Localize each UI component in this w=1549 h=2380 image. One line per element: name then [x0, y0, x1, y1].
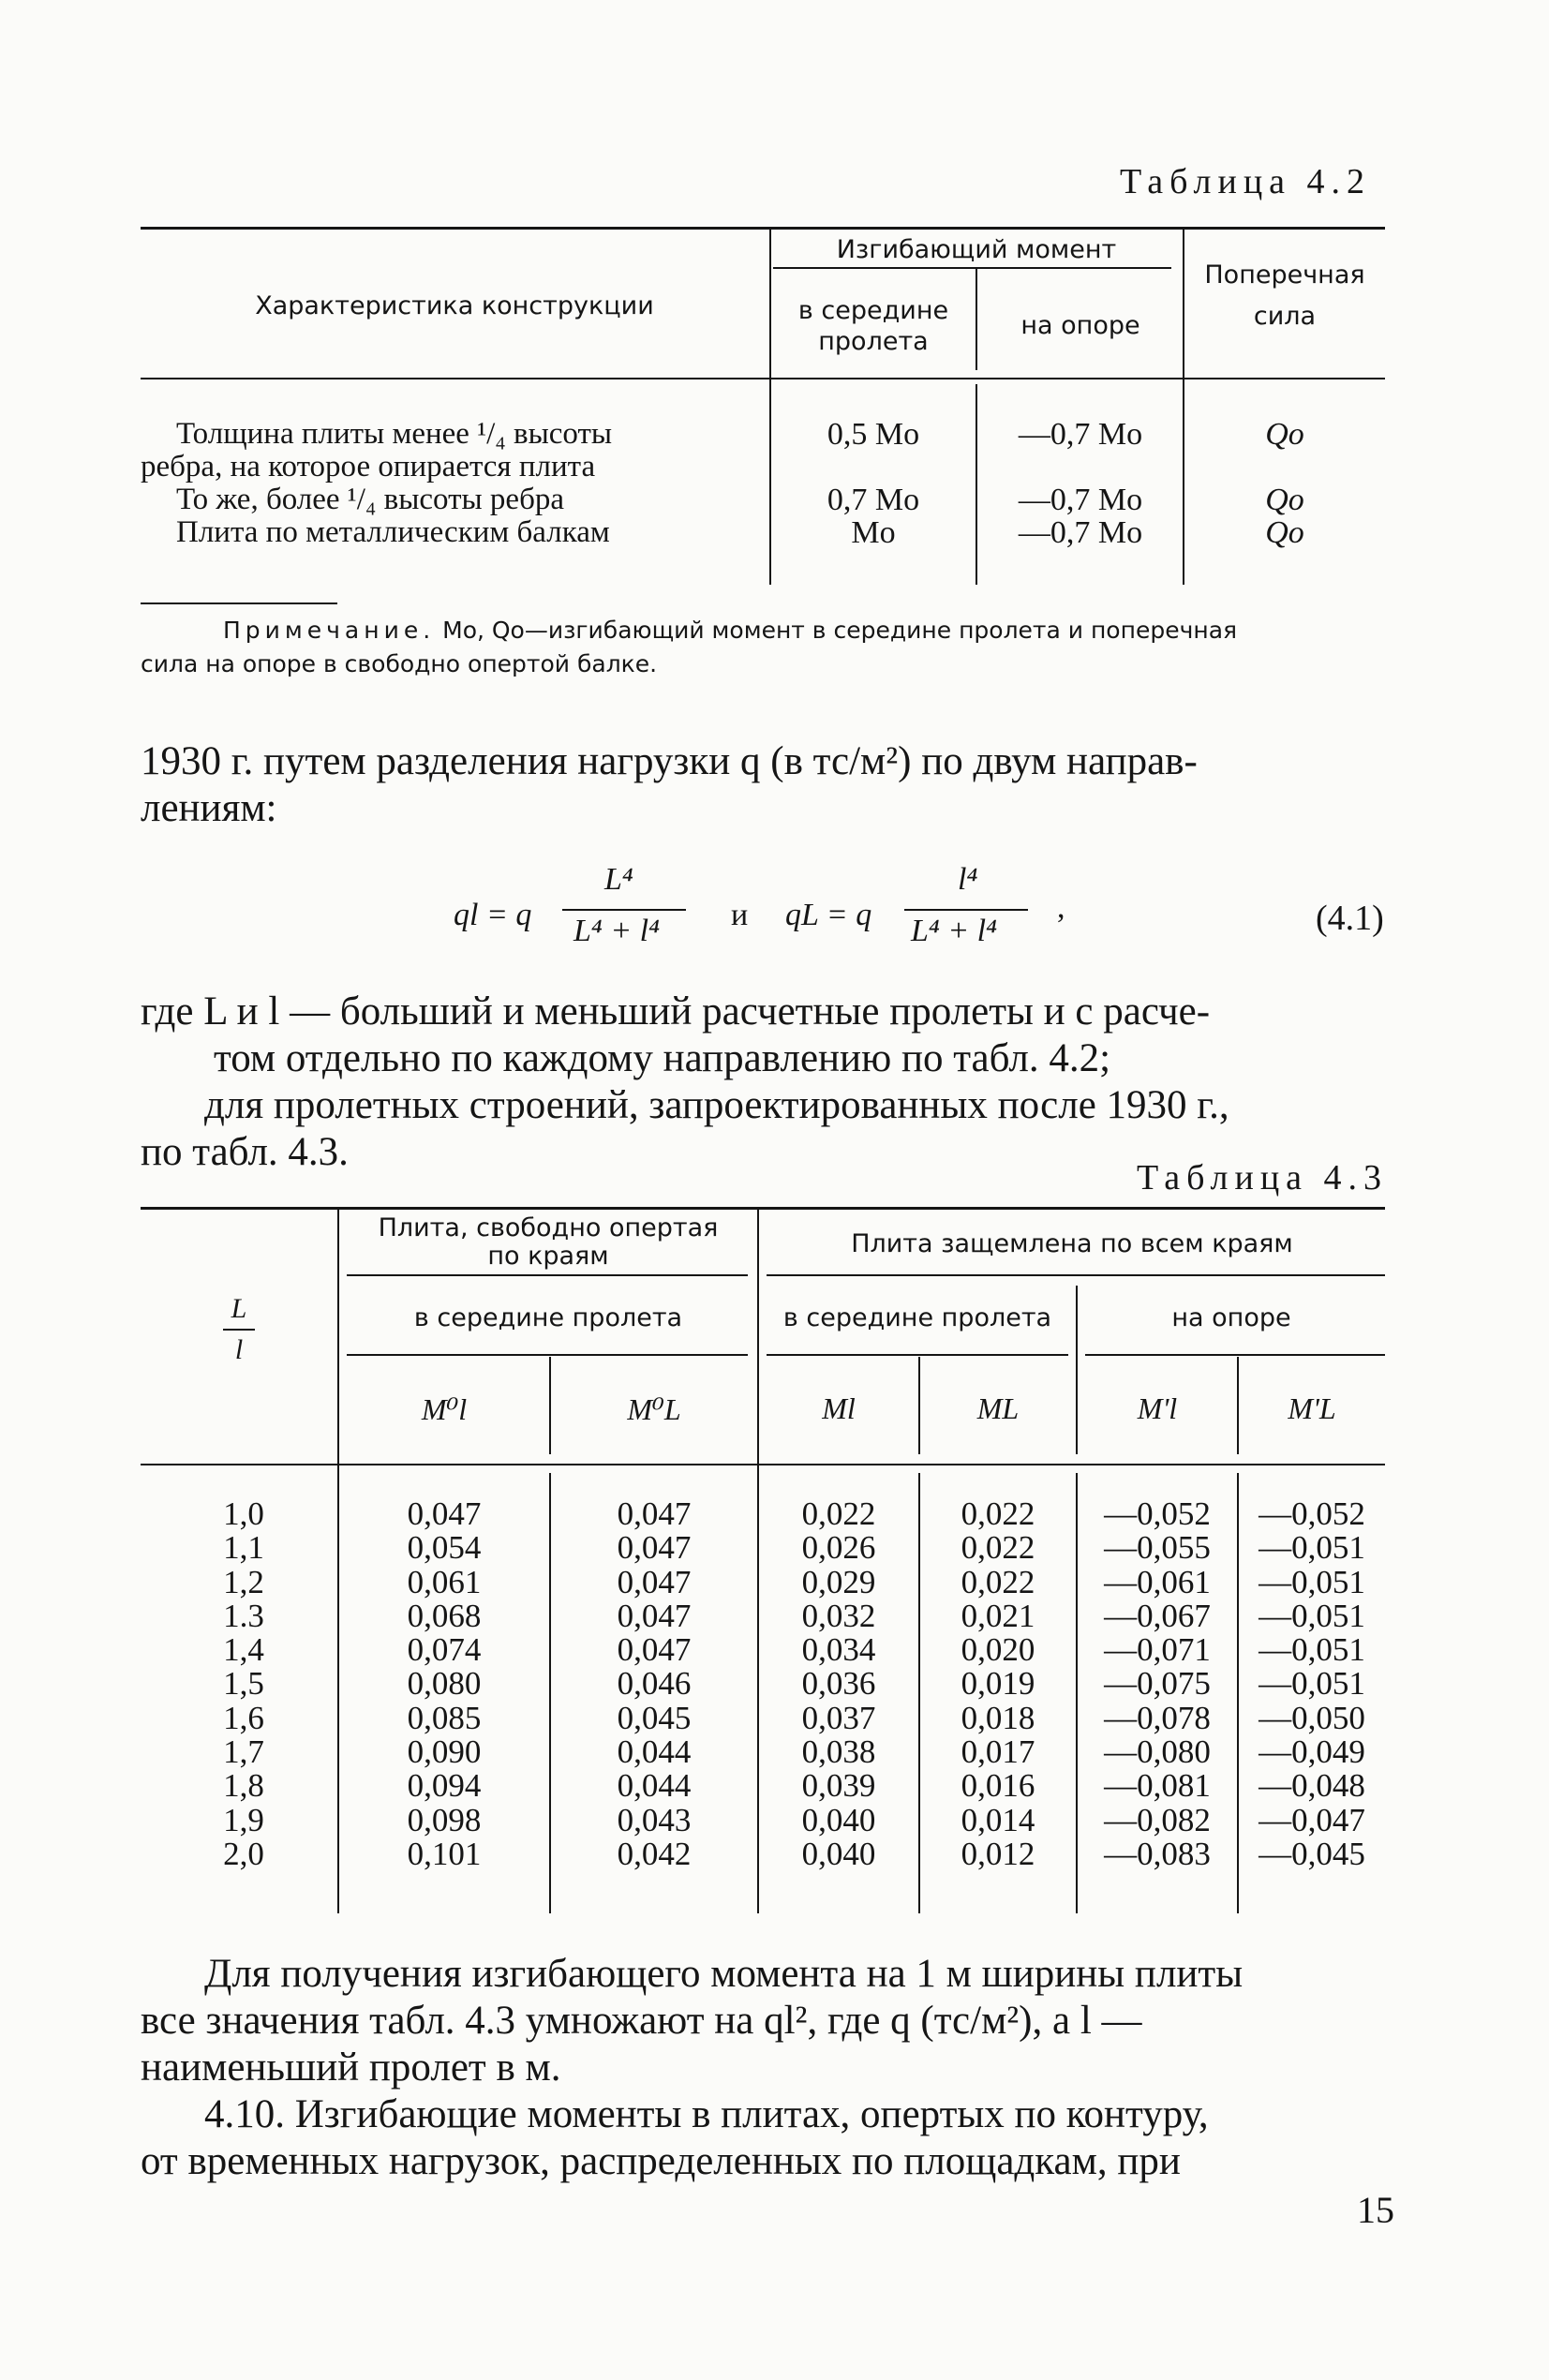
- table-4-3-header-mid-span: в середине пролета: [413, 1303, 683, 1332]
- ratio-denominator: l: [234, 1334, 244, 1365]
- table-4-3-cell: 0,021: [961, 1597, 1035, 1634]
- paragraph-2: [141, 989, 1396, 1176]
- table-4-2-cell: Qo: [1265, 483, 1304, 517]
- table-4-3-header-free: Плита, свободно опертая по краям: [378, 1213, 719, 1271]
- table-4-3-cell: 0,043: [617, 1801, 692, 1838]
- table-4-3-cell: 0,022: [961, 1563, 1035, 1600]
- table-4-3-subheader-rule: [347, 1354, 748, 1356]
- paragraph-line: Для получения изгибающего момента на 1 м ширины плиты: [204, 1952, 1244, 1996]
- paragraph-line: наименьший пролет в м.: [141, 2045, 561, 2090]
- table-4-3-col-ML: [920, 1497, 1076, 1871]
- table-4-2-row-labels: [141, 418, 759, 549]
- formula-conjunction: и: [731, 898, 749, 932]
- table-4-2-note-rule: [141, 602, 337, 604]
- paragraph-1: [141, 738, 1396, 832]
- table-4-3-cell: 1,2: [223, 1563, 264, 1600]
- table-4-3-header-mid-span-clamped: в середине пролета: [782, 1303, 1052, 1332]
- table-4-3-cell: 0,044: [617, 1733, 692, 1771]
- table-4-3-cell: —0,048: [1259, 1767, 1365, 1805]
- table-4-3-cell: 0,037: [801, 1699, 876, 1736]
- table-4-3-cell: —0,052: [1104, 1495, 1211, 1532]
- note-text-2: сила на опоре в свободно опертой балке.: [141, 650, 658, 677]
- table-4-3-col-Mpl: [1078, 1497, 1237, 1871]
- table-4-3-cell: 0,047: [617, 1495, 692, 1532]
- table-4-3-cell: —0,051: [1259, 1631, 1365, 1669]
- table-4-2-cell: [1184, 451, 1385, 483]
- table-4-3-cell: 0,042: [617, 1835, 692, 1872]
- table-4-3-cell: —0,061: [1104, 1563, 1211, 1600]
- paragraph-line: 4.10. Изгибающие моменты в плитах, опертых по контуру,: [204, 2092, 1209, 2136]
- table-4-3-cell: 0,047: [407, 1495, 482, 1532]
- table-4-3-cell: —0,045: [1259, 1835, 1365, 1872]
- table-4-3-cell: 0,080: [407, 1665, 482, 1703]
- table-4-2-header-bending-moment: Изгибающий момент: [836, 235, 1117, 264]
- formula-lhs-2: qL = q: [785, 898, 872, 932]
- table-4-3-cell: 1,7: [223, 1733, 264, 1771]
- table-4-3-cell: —0,071: [1104, 1631, 1211, 1669]
- table-4-2-cell: —0,7 Mo: [1018, 417, 1143, 452]
- table-4-3-cell: 1,8: [223, 1767, 264, 1805]
- table-4-3-cell: 1,5: [223, 1665, 264, 1703]
- table-4-3-cell: —0,083: [1104, 1835, 1211, 1872]
- table-4-2-row-label: То же, более ¹/₄ высоты ребра: [176, 483, 565, 516]
- table-4-2-cell: Qo: [1265, 417, 1304, 452]
- table-4-3-cell: 0,090: [407, 1733, 482, 1771]
- subheader-MpL: M'L: [1288, 1391, 1336, 1425]
- table-4-3-cell: 1,6: [223, 1699, 264, 1736]
- table-4-3-cell: 0,020: [961, 1631, 1035, 1669]
- table-4-3-cell: 0,098: [407, 1801, 482, 1838]
- table-4-2-row-label: Плита по металлическим балкам: [176, 515, 610, 549]
- paragraph-line: для пролетных строений, запроектированных после 1930 г.,: [204, 1083, 1229, 1127]
- paragraph-line: том отдельно по каждому направлению по табл. 4.2;: [214, 1036, 1111, 1080]
- paragraph-3: [141, 1951, 1396, 2091]
- table-4-3-cell: —0,078: [1104, 1699, 1211, 1736]
- table-4-3-cell: 1.3: [223, 1597, 264, 1634]
- table-4-2-row-label: ребра, на которое опирается плита: [141, 450, 596, 483]
- table-4-3-subheader-rule: [767, 1274, 1385, 1276]
- table-4-3-subheader-rule: [767, 1354, 1068, 1356]
- table-4-3-cell: —0,080: [1104, 1733, 1211, 1771]
- table-4-3-cell: 0,085: [407, 1699, 482, 1736]
- table-4-3-cell: 0,032: [801, 1597, 876, 1634]
- table-4-3-cell: 0,036: [801, 1665, 876, 1703]
- table-4-3-cell: —0,051: [1259, 1563, 1365, 1600]
- table-4-3-cell: 0,068: [407, 1597, 482, 1634]
- table-4-3-cell: —0,047: [1259, 1801, 1365, 1838]
- table-4-3-cell: 0,022: [961, 1529, 1035, 1567]
- table-4-3-col-M0L: [551, 1497, 757, 1871]
- table-4-3-cell: —0,081: [1104, 1767, 1211, 1805]
- table-4-2-cell: —0,7 Mo: [1018, 483, 1143, 517]
- paragraph-line: все значения табл. 4.3 умножают на ql², где q (тс/м²), а l —: [141, 1999, 1142, 2043]
- subheader-Ml: Ml: [822, 1391, 856, 1425]
- formula-numerator-2: l⁴: [958, 862, 978, 897]
- ratio-numerator: L: [231, 1293, 247, 1324]
- table-4-2-header-characteristic: Характеристика конструкции: [255, 291, 654, 320]
- paragraph-4: [141, 2091, 1396, 2185]
- table-4-3-cell: —0,067: [1104, 1597, 1211, 1634]
- table-4-2-caption: Таблица 4.2: [1120, 162, 1372, 201]
- table-4-3-cell: —0,050: [1259, 1699, 1365, 1736]
- paragraph-line: где L и l — больший и меньший расчетные пролеты и с расче-: [141, 989, 1211, 1034]
- table-4-3-cell: —0,051: [1259, 1665, 1365, 1703]
- formula-fraction-bar-2: [904, 909, 1028, 911]
- table-4-3-cell: 0,101: [407, 1835, 482, 1872]
- table-4-2-header-rule: [141, 378, 1385, 379]
- table-4-3-cell: 0,019: [961, 1665, 1035, 1703]
- table-4-3-cell: 0,047: [617, 1563, 692, 1600]
- table-4-2-cell: Qo: [1265, 515, 1304, 550]
- table-4-3-cell: 1,0: [223, 1495, 264, 1532]
- table-4-3-header-support: на опоре: [1171, 1303, 1291, 1332]
- note-text: Mo, Qo—изгибающий момент в середине пролета и поперечная: [442, 617, 1238, 644]
- table-4-3-cell: 0,047: [617, 1631, 692, 1669]
- table-4-3-cell: —0,051: [1259, 1597, 1365, 1634]
- table-4-3-cell: 0,047: [617, 1597, 692, 1634]
- table-4-3-cell: 0,017: [961, 1733, 1035, 1771]
- table-4-2-cell: 0,7 Mo: [827, 483, 920, 517]
- subheader-M0l: M⁰l: [421, 1392, 468, 1426]
- table-4-3-cell: 0,094: [407, 1767, 482, 1805]
- table-4-3-cell: 0,012: [961, 1835, 1035, 1872]
- table-4-3-cell: —0,075: [1104, 1665, 1211, 1703]
- formula-numerator-1: L⁴: [604, 862, 633, 897]
- table-4-3-cell: 0,040: [801, 1801, 876, 1838]
- table-4-3-cell: 0,039: [801, 1767, 876, 1805]
- table-4-2-header-shear: Поперечная сила: [1204, 260, 1365, 331]
- table-4-2-cell: 0,5 Mo: [827, 417, 920, 452]
- table-4-3-cell: 0,038: [801, 1733, 876, 1771]
- table-4-3-subheader-rule: [347, 1274, 748, 1276]
- subheader-ML: ML: [976, 1391, 1020, 1425]
- table-4-2-subheader-rule: [773, 267, 1171, 269]
- table-4-3-cell: 1,4: [223, 1631, 264, 1669]
- paragraph-line: 1930 г. путем разделения нагрузки q (в тс/м²) по двум направ-: [141, 739, 1198, 783]
- table-4-3-cell: —0,049: [1259, 1733, 1365, 1771]
- table-4-3-header-rule: [141, 1464, 1385, 1465]
- table-4-3-cell: —0,082: [1104, 1801, 1211, 1838]
- table-4-3-cell: 0,016: [961, 1767, 1035, 1805]
- table-4-3-cell: 0,022: [961, 1495, 1035, 1532]
- table-4-3-cell: 0,018: [961, 1699, 1035, 1736]
- table-4-3-cell: —0,051: [1259, 1529, 1365, 1567]
- table-4-3-cell: 0,045: [617, 1699, 692, 1736]
- table-4-2-note: [141, 614, 1434, 681]
- table-4-2-header-mid-span: в середине пролета: [797, 296, 949, 356]
- table-4-2-cell: [770, 451, 976, 483]
- table-4-3-col-MpL: [1239, 1497, 1385, 1871]
- table-4-3-cell: 0,047: [617, 1529, 692, 1567]
- table-4-3-cell: 0,074: [407, 1631, 482, 1669]
- formula-lhs-1: ql = q: [454, 898, 532, 932]
- table-4-3-cell: 0,022: [801, 1495, 876, 1532]
- table-4-3-cell: 0,034: [801, 1631, 876, 1669]
- ratio-fraction-bar: [223, 1329, 255, 1331]
- paragraph-line: по табл. 4.3.: [141, 1130, 349, 1174]
- formula-comma: ,: [1057, 890, 1065, 925]
- table-4-3-caption: Таблица 4.3: [1137, 1158, 1389, 1197]
- table-4-3-top-rule: [141, 1207, 1385, 1210]
- table-4-3-cell: 0,054: [407, 1529, 482, 1567]
- table-4-2-header-support: на опоре: [1020, 311, 1140, 340]
- table-4-3-ratio-header: [187, 1293, 290, 1366]
- table-4-3-subheader-rule: [1085, 1354, 1385, 1356]
- table-4-3-cell: 0,040: [801, 1835, 876, 1872]
- table-4-2-col-support: [977, 418, 1184, 549]
- page-number: 15: [1357, 2189, 1394, 2231]
- table-4-3-cell: 2,0: [223, 1835, 264, 1872]
- formula-number: (4.1): [1316, 899, 1384, 938]
- table-4-3-col-Ml: [759, 1497, 918, 1871]
- table-4-3-cell: —0,055: [1104, 1529, 1211, 1567]
- table-4-2-cell: —0,7 Mo: [1018, 515, 1143, 550]
- table-4-3-cell: 1,9: [223, 1801, 264, 1838]
- subheader-Mpl: M'l: [1137, 1391, 1178, 1425]
- table-4-2-col-mid: [770, 418, 976, 549]
- table-4-3-cell: 0,044: [617, 1767, 692, 1805]
- table-4-3-col-ratio: [187, 1497, 300, 1871]
- table-4-2-row-label: Толщина плиты менее ¹/₄ высоты: [176, 417, 613, 451]
- formula-fraction-bar-1: [562, 909, 686, 911]
- subheader-M0L: M⁰L: [627, 1392, 681, 1426]
- table-4-3-cell: —0,052: [1259, 1495, 1365, 1532]
- table-4-3-col-M0l: [339, 1497, 549, 1871]
- paragraph-line: от временных нагрузок, распределенных по площадкам, при: [141, 2139, 1181, 2183]
- table-4-2-cell: [977, 451, 1184, 483]
- formula-denominator-2: L⁴ + l⁴: [911, 914, 997, 948]
- table-4-3-cell: 0,029: [801, 1563, 876, 1600]
- table-4-3-cell: 1,1: [223, 1529, 264, 1567]
- table-4-2-cell: Mo: [851, 515, 896, 550]
- formula-4-1: [0, 862, 1549, 965]
- table-4-2-top-rule: [141, 227, 1385, 230]
- table-4-3-header-clamped: Плита защемлена по всем краям: [851, 1229, 1293, 1258]
- paragraph-line: лениям:: [141, 786, 277, 830]
- note-label: Примечание.: [223, 617, 436, 644]
- formula-denominator-1: L⁴ + l⁴: [573, 914, 660, 948]
- table-4-2-col-shear: [1184, 418, 1385, 549]
- table-4-3-cell: 0,014: [961, 1801, 1035, 1838]
- table-4-3-cell: 0,026: [801, 1529, 876, 1567]
- table-4-3-cell: 0,046: [617, 1665, 692, 1703]
- table-4-3-cell: 0,061: [407, 1563, 482, 1600]
